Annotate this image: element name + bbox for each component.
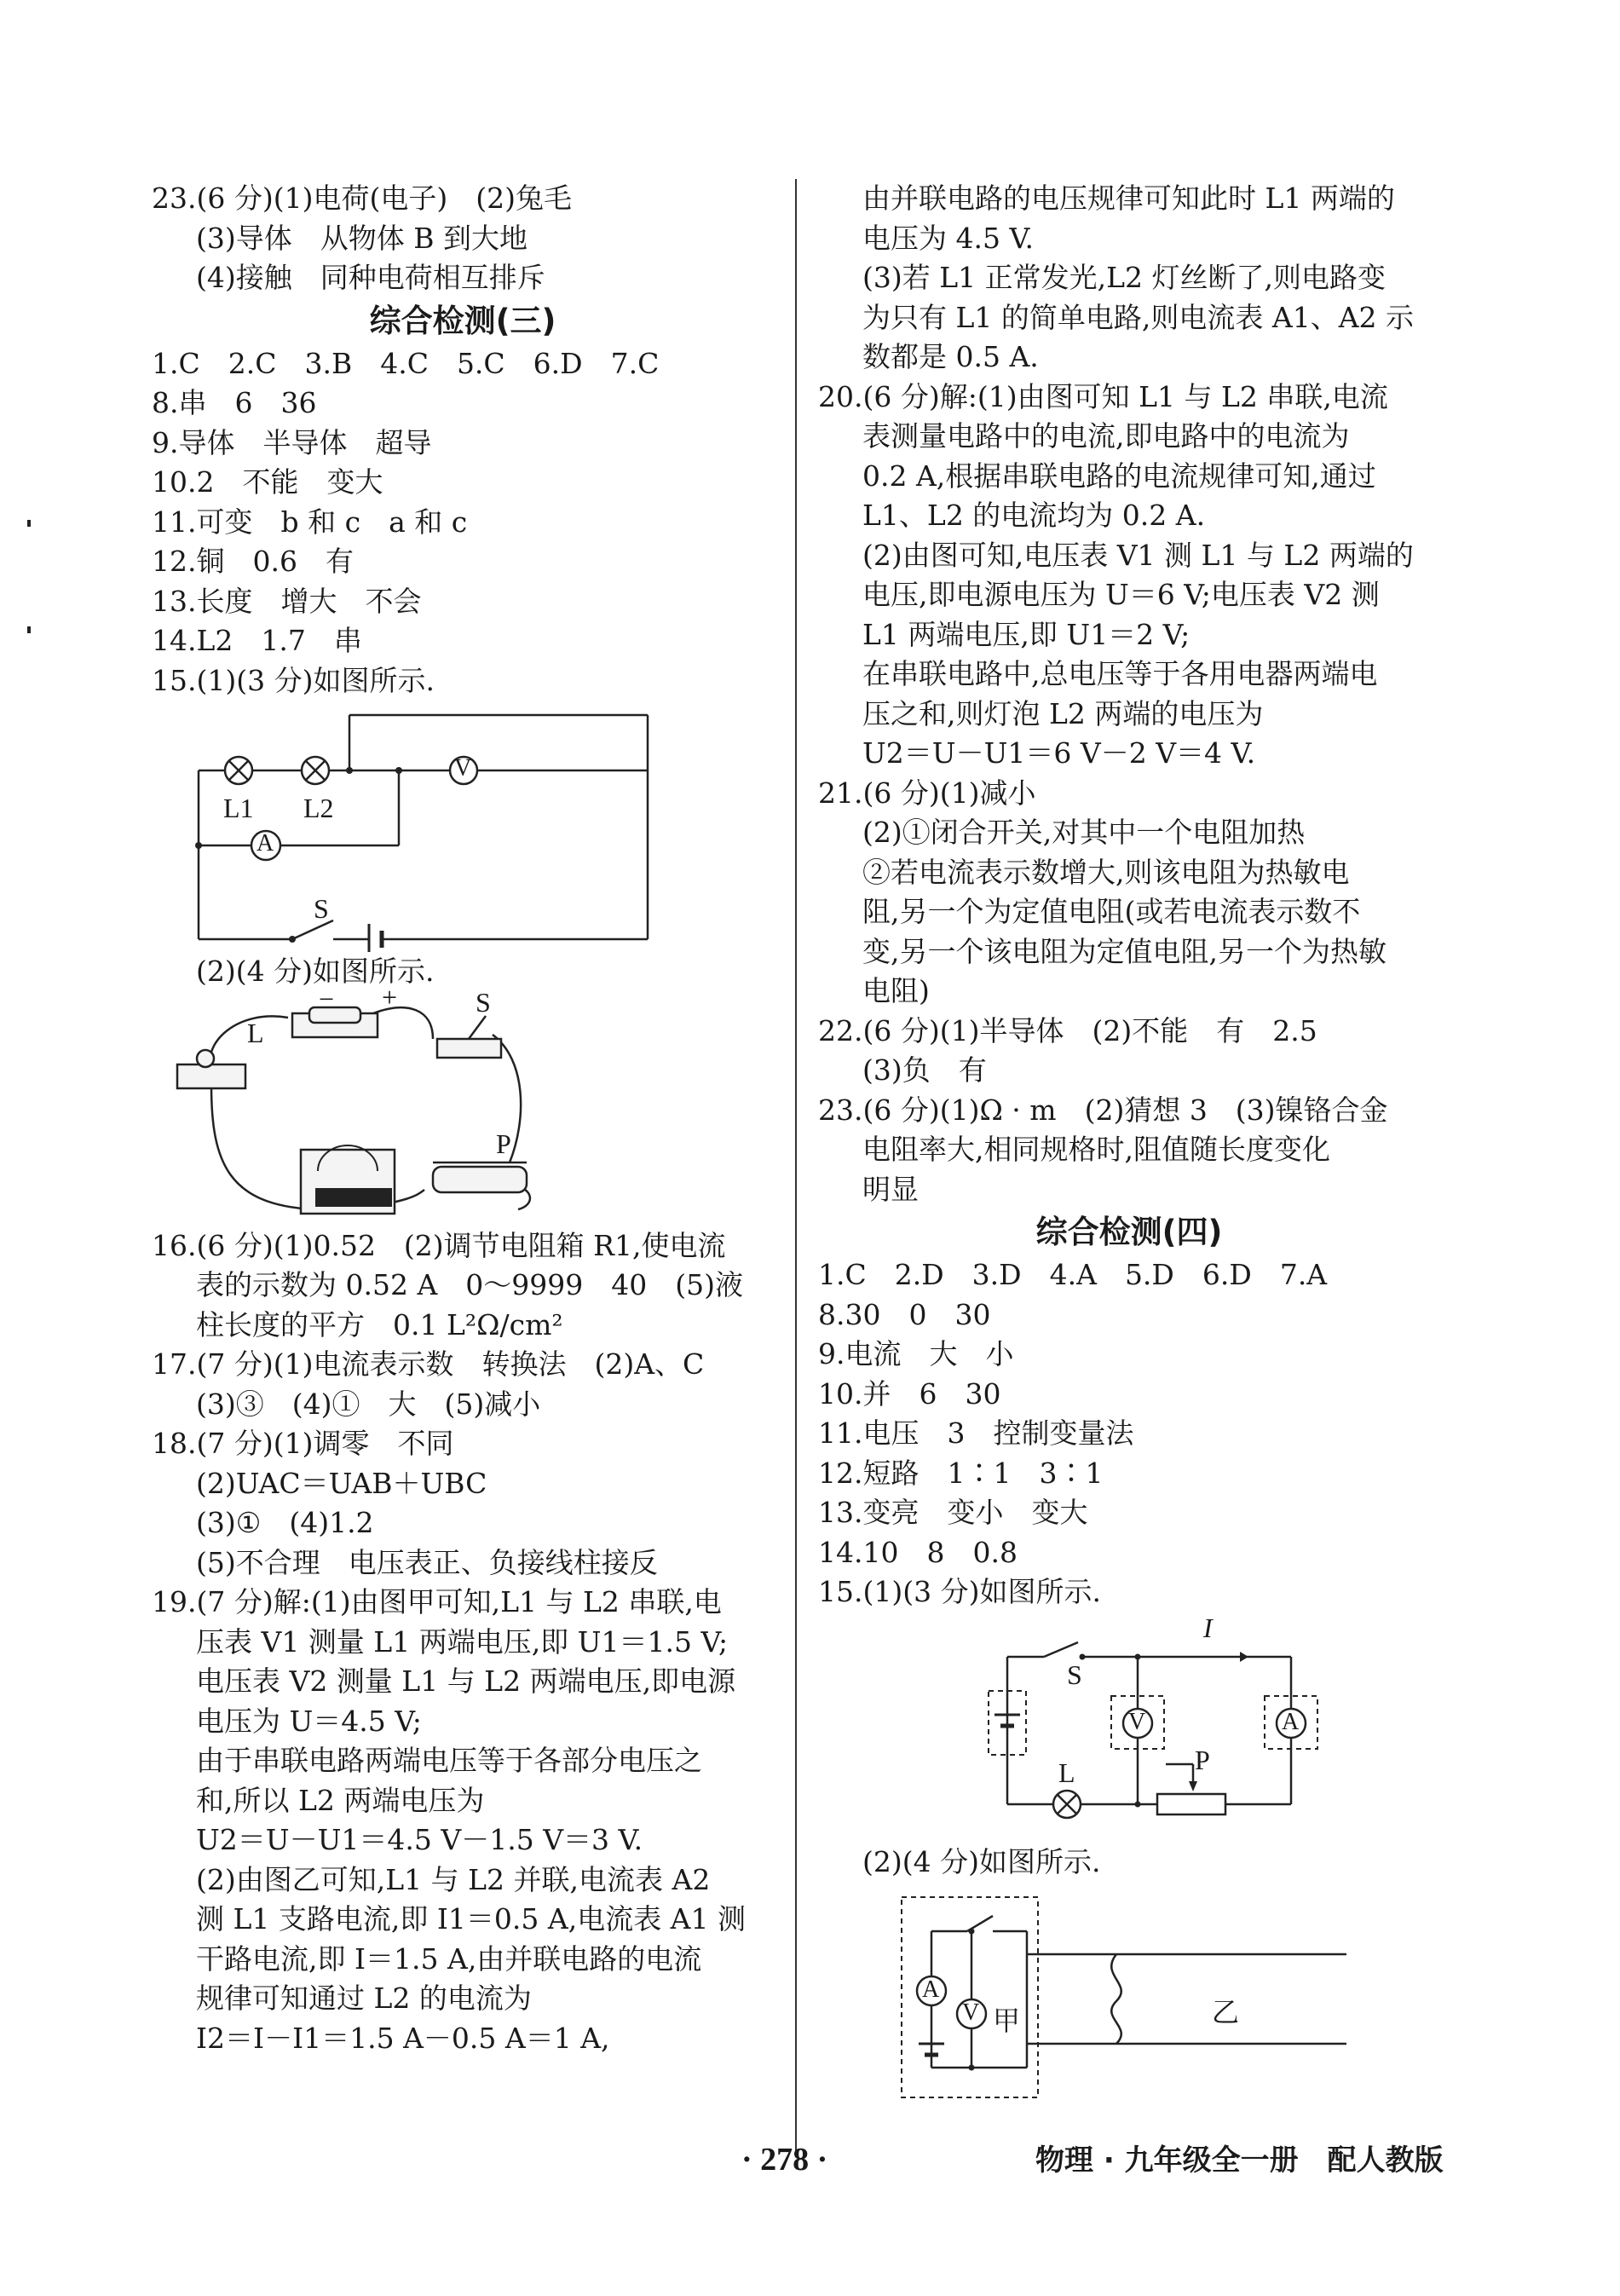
circuit-diagram-1-svg: [152, 701, 774, 952]
lamp-label: L: [1058, 1757, 1075, 1788]
answer-line: 21.(6 分)(1)减小: [818, 776, 1036, 810]
circuit-diagram-1: [152, 701, 774, 952]
answer-line: 12.铜 0.6 有: [152, 545, 354, 578]
answer-line: 13.长度 增大 不会: [152, 584, 422, 618]
answer-line: (5)不合理 电压表正、负接线柱接反: [196, 1545, 658, 1579]
scan-mark: [27, 520, 31, 527]
answer-line: 柱长度的平方 0.1 L²Ω/cm²: [196, 1307, 563, 1341]
answer-line: 电压为 U＝4.5 V;: [196, 1704, 422, 1738]
answer-line: 9.电流 大 小: [818, 1337, 1014, 1370]
answer-line: 数都是 0.5 A.: [862, 340, 1039, 373]
answer-line: 8.串 6 36: [152, 386, 317, 419]
wire-yi-label: 乙: [1212, 1996, 1240, 2028]
answer-line: 为只有 L1 的简单电路,则电流表 A1、A2 示: [862, 300, 1415, 334]
answer-line: 10.2 不能 变大: [152, 465, 383, 499]
answer-line: (3)导体 从物体 B 到大地: [196, 221, 528, 255]
right-column: [818, 179, 1440, 2103]
circuit-diagram-4-svg: [818, 1882, 1440, 2103]
answer-line: (2)由图可知,电压表 V1 测 L1 与 L2 两端的: [862, 538, 1414, 572]
answer-line: 12.短路 1∶1 3∶1: [818, 1456, 1104, 1490]
answer-line: 在串联电路中,总电压等于各用电器两端电: [862, 657, 1378, 690]
section-title: 综合检测(三): [369, 302, 556, 339]
answer-line: U2＝U－U1＝4.5 V－1.5 V＝3 V.: [196, 1823, 643, 1856]
lamp-label: L: [247, 1017, 264, 1048]
answer-line: 压表 V1 测量 L1 两端电压,即 U1＝1.5 V;: [196, 1624, 729, 1659]
answer-line: (2)(4 分)如图所示.: [196, 955, 435, 988]
wire-jia-label: 甲: [993, 2005, 1021, 2037]
answer-line: 电压为 4.5 V.: [862, 221, 1035, 255]
answer-line: 18.(7 分)(1)调零 不同: [152, 1427, 454, 1460]
ammeter-label: A: [922, 1976, 940, 2003]
ammeter-label: A: [1282, 1708, 1300, 1735]
voltmeter-label: V: [962, 1999, 980, 2026]
answer-line: 11.可变 b 和 c a 和 c: [152, 505, 468, 539]
voltmeter-label: V: [1128, 1708, 1146, 1735]
switch-label: S: [1067, 1659, 1082, 1690]
answer-line: 规律可知通过 L2 的电流为: [196, 1982, 532, 2015]
circuit-illustration-2-svg: [152, 992, 774, 1226]
left-column: [152, 179, 774, 2058]
column-divider: [795, 179, 797, 2152]
answer-line: 8.30 0 30: [818, 1297, 991, 1331]
answer-line: 电压,即电源电压为 U＝6 V;电压表 V2 测: [862, 578, 1380, 611]
answer-line: (2)①闭合开关,对其中一个电阻加热: [862, 816, 1306, 849]
battery-minus-label: −: [319, 983, 335, 1014]
answer-line: U2＝U－U1＝6 V－2 V＝4 V.: [862, 736, 1256, 770]
battery-plus-label: +: [382, 981, 398, 1012]
switch-label: S: [476, 986, 491, 1018]
answer-line: 14.L2 1.7 串: [152, 624, 362, 657]
answer-line: 9.导体 半导体 超导: [152, 425, 432, 459]
answer-line: 表测量电路中的电流,即电路中的电流为: [862, 419, 1350, 453]
answer-line: 10.并 6 30: [818, 1376, 1001, 1410]
answer-line: 1.C 2.C 3.B 4.C 5.C 6.D 7.C: [152, 346, 660, 380]
answer-line: 电阻): [862, 974, 930, 1007]
answer-line: 15.(1)(3 分)如图所示.: [152, 663, 435, 697]
answer-line: 干路电流,即 I＝1.5 A,由并联电路的电流: [196, 1941, 702, 1976]
answer-line: 电阻率大,相同规格时,阻值随长度变化: [862, 1133, 1330, 1166]
answer-line: 19.(7 分)解:(1)由图甲可知,L1 与 L2 串联,电: [152, 1585, 722, 1618]
answer-line: 15.(1)(3 分)如图所示.: [818, 1575, 1101, 1608]
answer-line: (3)若 L1 正常发光,L2 灯丝断了,则电路变: [862, 261, 1387, 294]
rheostat-label: P: [1195, 1744, 1210, 1775]
answer-line: (2)由图乙可知,L1 与 L2 并联,电流表 A2: [196, 1862, 711, 1896]
page-number: · 278 ·: [741, 2142, 828, 2178]
answer-line: 明显: [862, 1172, 919, 1206]
voltmeter-label: V: [454, 755, 472, 782]
answer-line: 由并联电路的电压规律可知此时 L1 两端的: [862, 182, 1395, 215]
answer-line: 压之和,则灯泡 L2 两端的电压为: [862, 696, 1264, 730]
answer-line: 23.(6 分)(1)Ω · m (2)猜想 3 (3)镍铬合金: [818, 1093, 1388, 1127]
answer-line: (2)UAC＝UAB＋UBC: [196, 1466, 487, 1500]
scan-mark: [27, 626, 31, 633]
answer-line: (3)负 有: [862, 1053, 987, 1087]
answer-line: 16.(6 分)(1)0.52 (2)调节电阻箱 R1,使电流: [152, 1228, 726, 1262]
answer-line: 1.C 2.D 3.D 4.A 5.D 6.D 7.A: [818, 1258, 1328, 1291]
answer-line: I2＝I－I1＝1.5 A－0.5 A＝1 A,: [196, 2021, 610, 2055]
switch-label: S: [314, 893, 329, 924]
section-title: 综合检测(四): [1035, 1214, 1223, 1250]
answer-line: 13.变亮 变小 变大: [818, 1496, 1088, 1529]
answer-line: 阻,另一个为定值电阻(或若电流表示数不: [862, 895, 1361, 928]
circuit-diagram-4: [818, 1882, 1440, 2103]
answer-line: ②若电流表示数增大,则该电阻为热敏电: [862, 855, 1350, 889]
answer-line: 11.电压 3 控制变量法: [818, 1416, 1134, 1450]
lamp-l2-label: L2: [303, 793, 334, 823]
answer-line: (3)① (4)1.2: [196, 1506, 374, 1539]
answer-line: (3)③ (4)① 大 (5)减小: [196, 1387, 541, 1421]
answer-line: 变,另一个该电阻为定值电阻,另一个为热敏: [862, 934, 1387, 968]
lamp-l1-label: L1: [223, 793, 254, 823]
answer-line: 电压表 V2 测量 L1 与 L2 两端电压,即电源: [196, 1664, 736, 1698]
rheostat-label: P: [496, 1128, 511, 1159]
book-title: 物理 · 九年级全一册 配人教版: [1035, 2143, 1444, 2178]
answer-line: 表的示数为 0.52 A 0～9999 40 (5)液: [196, 1268, 744, 1301]
answer-line: 测 L1 支路电流,即 I1＝0.5 A,电流表 A1 测: [196, 1902, 746, 1935]
answer-line: (2)(4 分)如图所示.: [862, 1844, 1101, 1878]
answer-line: 和,所以 L2 两端电压为: [196, 1783, 485, 1817]
circuit-diagram-3: [818, 1612, 1440, 1843]
answer-line: 17.(7 分)(1)电流表示数 转换法 (2)A、C: [152, 1347, 705, 1381]
circuit-illustration-2: [152, 981, 774, 1226]
answer-line: 23.(6 分)(1)电荷(电子) (2)兔毛: [152, 182, 572, 215]
answer-line: 14.10 8 0.8: [818, 1535, 1018, 1569]
answer-line: (4)接触 同种电荷相互排斥: [196, 261, 545, 294]
answer-line: 20.(6 分)解:(1)由图可知 L1 与 L2 串联,电流: [818, 379, 1388, 413]
answer-line: 0.2 A,根据串联电路的电流规律可知,通过: [862, 459, 1376, 493]
ammeter-label: A: [257, 830, 274, 857]
answer-line: 22.(6 分)(1)半导体 (2)不能 有 2.5: [818, 1013, 1317, 1047]
current-label: I: [1203, 1612, 1213, 1643]
answer-line: L1 两端电压,即 U1＝2 V;: [862, 617, 1190, 651]
answer-line: L1、L2 的电流均为 0.2 A.: [862, 499, 1206, 532]
answer-line: 由于串联电路两端电压等于各部分电压之: [196, 1744, 702, 1777]
